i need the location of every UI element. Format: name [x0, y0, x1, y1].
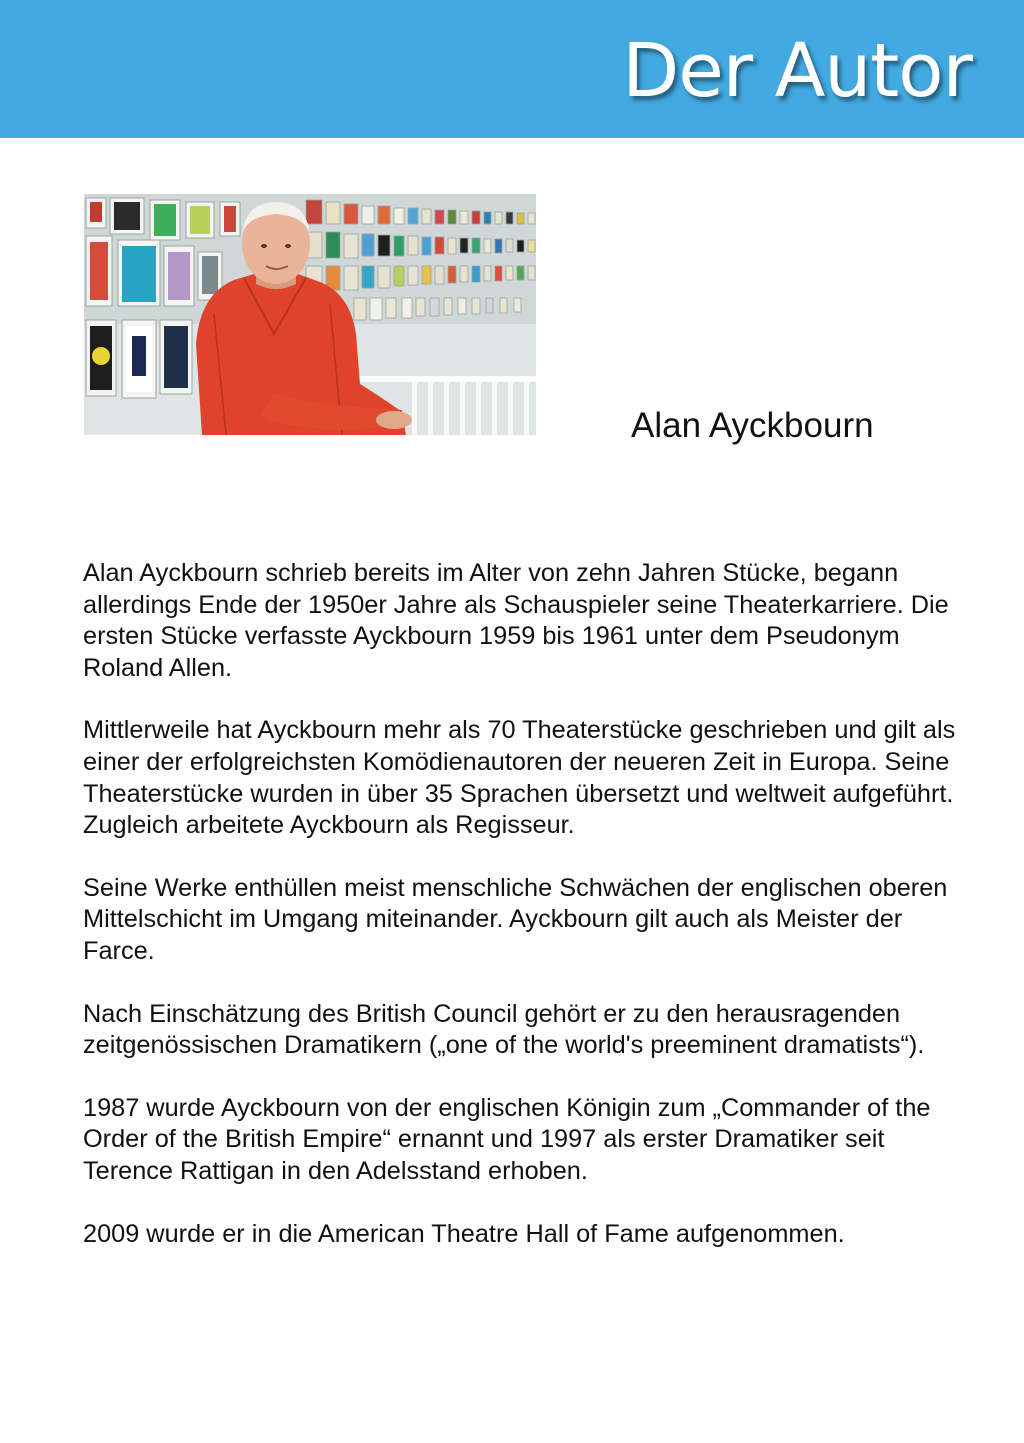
- bio-paragraph: Nach Einschätzung des British Council gehört er zu den herausragenden zeitgenössischen Dramatikern („one of the world's preeminent dramatists“).: [83, 999, 925, 1060]
- bio-paragraph: Seine Werke enthüllen meist menschliche Schwächen der englischen oberen Mittelschicht im Umgang miteinander. Ayckbourn gilt auch als Meister der Farce.: [83, 873, 948, 965]
- bio-paragraph: Alan Ayckbourn schrieb bereits im Alter von zehn Jahren Stücke, begann allerdings Ende der 1950er Jahre als Schauspieler seine Theaterkarriere. Die ersten Stücke verfasste Ayckbourn 1959 bis 1961 unter dem Pseudonym Roland Allen.: [83, 559, 949, 682]
- bio-paragraph: 1987 wurde Ayckbourn von der englischen Königin zum „Commander of the Order of the British Empire“ ernannt und 1997 als erster Dramatiker seit Terence Rattigan in den Adelsstand erhoben.: [83, 1093, 931, 1185]
- author-name: Alan Ayckbourn: [631, 406, 874, 445]
- author-photo: [84, 194, 536, 435]
- bio-paragraph: 2009 wurde er in die American Theatre Hall of Fame aufgenommen.: [83, 1219, 845, 1248]
- page-title: Der Autor: [622, 28, 972, 114]
- biography: [83, 558, 963, 1281]
- page-header: [0, 0, 1024, 138]
- bio-paragraph: Mittlerweile hat Ayckbourn mehr als 70 Theaterstücke geschrieben und gilt als einer der erfolgreichsten Komödienautoren der neueren Zeit in Europa. Seine Theaterstücke wurden in über 35 Sprachen übersetzt und weltweit aufgeführt. Zugleich arbeitete Ayckbourn als Regisseur.: [83, 716, 956, 840]
